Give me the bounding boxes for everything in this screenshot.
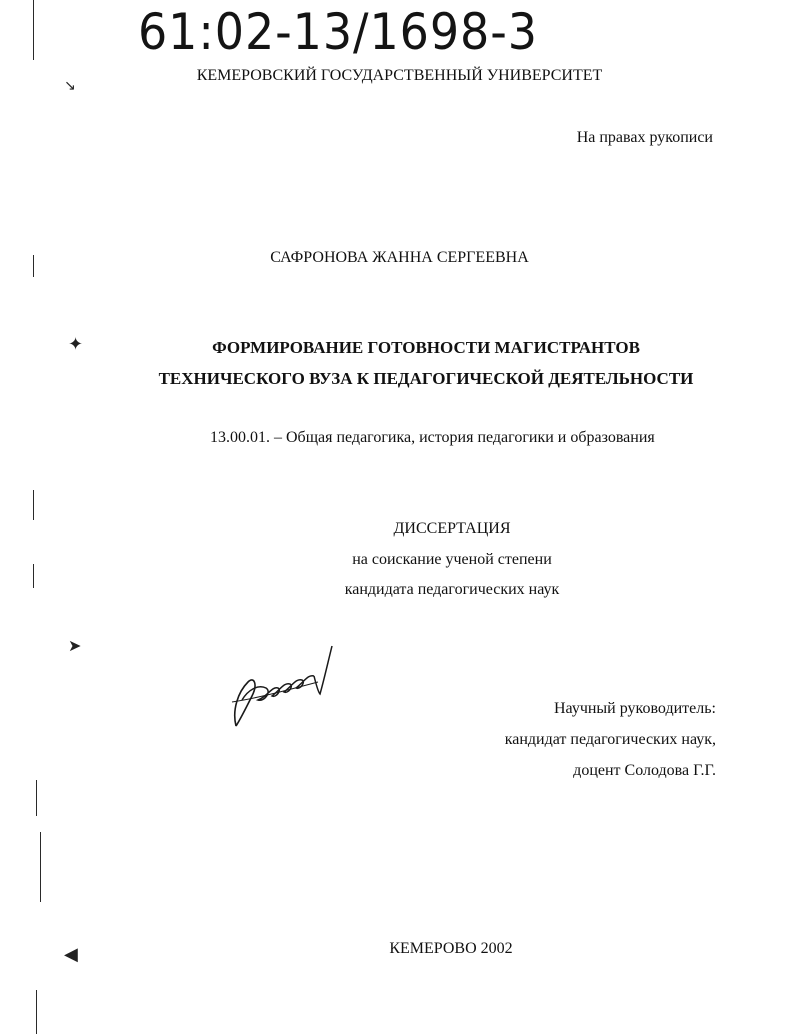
scan-mark-icon: ◀ xyxy=(64,944,78,965)
supervisor-degree: кандидат педагогических наук, xyxy=(504,731,716,748)
scan-margin-line xyxy=(40,832,41,902)
scan-margin-line xyxy=(36,990,37,1034)
scan-margin-line xyxy=(33,564,34,588)
scan-mark-icon: ➤ xyxy=(68,636,82,655)
rights-notice: На правах рукописи xyxy=(576,129,713,146)
university-name: КЕМЕРОВСКИЙ ГОСУДАРСТВЕННЫЙ УНИВЕРСИТЕТ xyxy=(196,67,603,84)
scan-mark-icon: ✦ xyxy=(68,334,84,355)
scan-margin-line xyxy=(36,780,37,816)
scan-mark-icon: ↘ xyxy=(64,78,76,94)
degree-line-2: кандидата педагогических наук xyxy=(344,581,560,598)
supervisor-label: Научный руководитель: xyxy=(553,700,716,717)
supervisor-name: доцент Солодова Г.Г. xyxy=(573,762,716,779)
author-signature xyxy=(228,640,338,732)
author-name: САФРОНОВА ЖАННА СЕРГЕЕВНА xyxy=(270,249,529,266)
archive-number-handwritten: 61:02-13/1698-3 xyxy=(138,3,538,61)
title-line-2: ТЕХНИЧЕСКОГО ВУЗА К ПЕДАГОГИЧЕСКОЙ ДЕЯТЕЛЬНОСТИ xyxy=(158,369,694,388)
specialty-code: 13.00.01. – Общая педагогика, история педагогики и образования xyxy=(210,429,655,446)
scan-margin-line xyxy=(33,255,34,277)
degree-type: ДИССЕРТАЦИЯ xyxy=(393,520,511,537)
scan-margin-line xyxy=(33,490,34,520)
title-line-1: ФОРМИРОВАНИЕ ГОТОВНОСТИ МАГИСТРАНТОВ xyxy=(212,338,640,357)
city-year: КЕМЕРОВО 2002 xyxy=(389,940,513,957)
degree-line-1: на соискание ученой степени xyxy=(352,551,552,568)
scan-margin-line xyxy=(33,0,34,60)
